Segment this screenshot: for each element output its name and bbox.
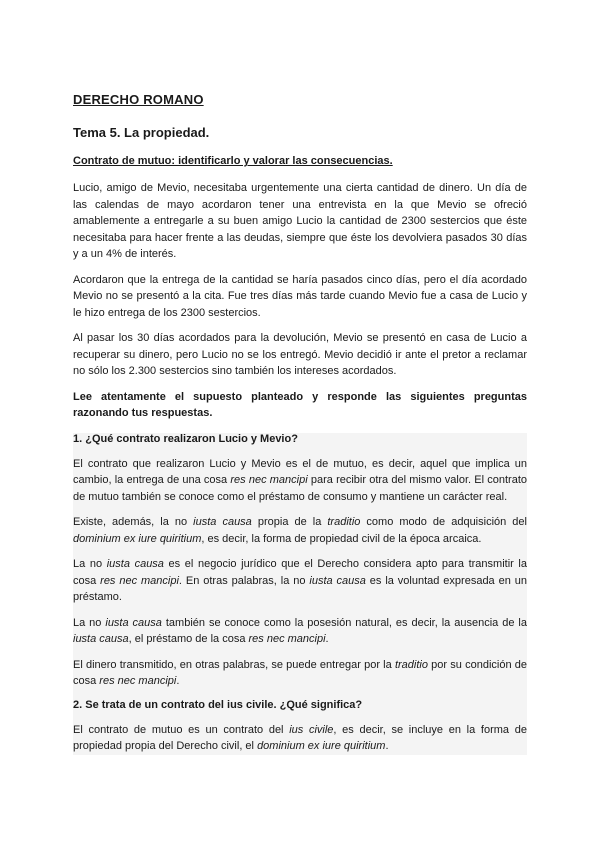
document-title: DERECHO ROMANO bbox=[73, 92, 204, 107]
latin-term: iusta causa bbox=[106, 558, 164, 570]
text-segment: , el préstamo de la cosa bbox=[128, 633, 249, 645]
answer-1-paragraph-5 bbox=[73, 657, 527, 690]
text-segment: para recibir otra del mismo valor. El contrato de mutuo también se conoce como el préstamo de consumo y mantiene un carácter real. bbox=[73, 474, 527, 503]
text-segment: . bbox=[385, 740, 389, 752]
text-segment: La no bbox=[73, 558, 107, 570]
text-segment: Existe, además, la no bbox=[73, 516, 194, 528]
latin-term: res nec mancipi bbox=[230, 474, 308, 486]
case-paragraph-1: Lucio, amigo de Mevio, necesitaba urgentemente una cierta cantidad de dinero. Un día de las calendas de mayo acordaron tener una entrevista en la que Mevio se ofreció amablemente a entregarle a su buen amigo Lucio la cantidad de 2300 sestercios que éste necesitaba para hacer frente a las deudas, siempre que éste los devolviera pasados 30 días y a un 4% de interés. bbox=[73, 182, 527, 260]
text-segment: . bbox=[325, 633, 329, 645]
document-page bbox=[73, 92, 527, 764]
topic-heading: Tema 5. La propiedad. bbox=[73, 125, 210, 140]
latin-term: dominium ex iure quiritium bbox=[73, 532, 202, 545]
instructions: Lee atentamente el supuesto planteado y responde las siguientes preguntas razonando tus respuestas. bbox=[73, 390, 527, 419]
case-paragraph-3: Al pasar los 30 días acordados para la devolución, Mevio se presentó en casa de Lucio a recuperar su dinero, pero Lucio no se los entregó. Mevio decidió ir ante el pretor a reclamar no sólo los 2.300 sestercios sino también los intereses acordados. bbox=[73, 332, 527, 377]
answer-1-paragraph-2 bbox=[73, 514, 527, 547]
latin-term: res nec mancipi bbox=[99, 675, 177, 687]
latin-term: dominium ex iure quiritium bbox=[257, 740, 386, 752]
latin-term: iusta causa bbox=[105, 616, 162, 629]
text-segment: El dinero transmitido, en otras palabras, se puede entregar por la bbox=[73, 658, 395, 671]
latin-term: traditio bbox=[394, 658, 428, 671]
text-segment: es la voluntad expresada en un préstamo. bbox=[73, 574, 527, 603]
question-2-title: 2. Se trata de un contrato del ius civile. ¿Qué significa? bbox=[73, 698, 363, 711]
question-1-title: 1. ¿Qué contrato realizaron Lucio y Mevio? bbox=[73, 432, 298, 445]
answer-2-paragraph-1 bbox=[73, 722, 527, 755]
section-subtitle: Contrato de mutuo: identificarlo y valorar las consecuencias. bbox=[73, 155, 393, 167]
text-segment: La no bbox=[73, 616, 106, 629]
answers-section bbox=[73, 433, 527, 755]
text-segment: . En otras palabras, la no bbox=[178, 574, 310, 587]
latin-term: iusta causa bbox=[309, 574, 366, 587]
answer-1-paragraph-1 bbox=[73, 456, 527, 506]
text-segment: propia de la bbox=[251, 516, 328, 528]
text-segment: como modo de adquisición del bbox=[360, 516, 527, 528]
latin-term: res nec mancipi bbox=[248, 633, 326, 645]
text-segment: El contrato que realizaron Lucio y Mevio es el de mutuo, es decir, aquel que implica un cambio, la entrega de una cosa bbox=[73, 457, 527, 486]
text-segment: , es decir, se incluye en la forma de propiedad propia del Derecho civil, el bbox=[73, 723, 527, 752]
latin-term: iusta causa bbox=[73, 633, 129, 645]
text-segment: El contrato de mutuo es un contrato del bbox=[73, 723, 290, 736]
text-segment: . bbox=[176, 675, 180, 687]
latin-term: traditio bbox=[327, 516, 361, 528]
latin-term: ius civile bbox=[289, 723, 334, 736]
text-segment: por su condición de cosa bbox=[73, 658, 527, 687]
text-segment: también se conoce como la posesión natural, es decir, la ausencia de la bbox=[161, 616, 527, 629]
answer-1-paragraph-4 bbox=[73, 615, 527, 648]
latin-term: iusta causa bbox=[193, 516, 252, 528]
answer-1-paragraph-3 bbox=[73, 556, 527, 606]
text-segment: es el negocio jurídico que el Derecho considera apto para transmitir la cosa bbox=[73, 558, 527, 587]
case-paragraph-2: Acordaron que la entrega de la cantidad se haría pasados cinco días, pero el día acordado Mevio no se presentó a la cita. Fue tres días más tarde cuando Mevio fue a casa de Lucio y le hizo entrega de los 2300 sestercios. bbox=[73, 273, 527, 319]
text-segment: , es decir, la forma de propiedad civil de la época arcaica. bbox=[201, 532, 482, 545]
latin-term: res nec mancipi bbox=[100, 574, 179, 587]
